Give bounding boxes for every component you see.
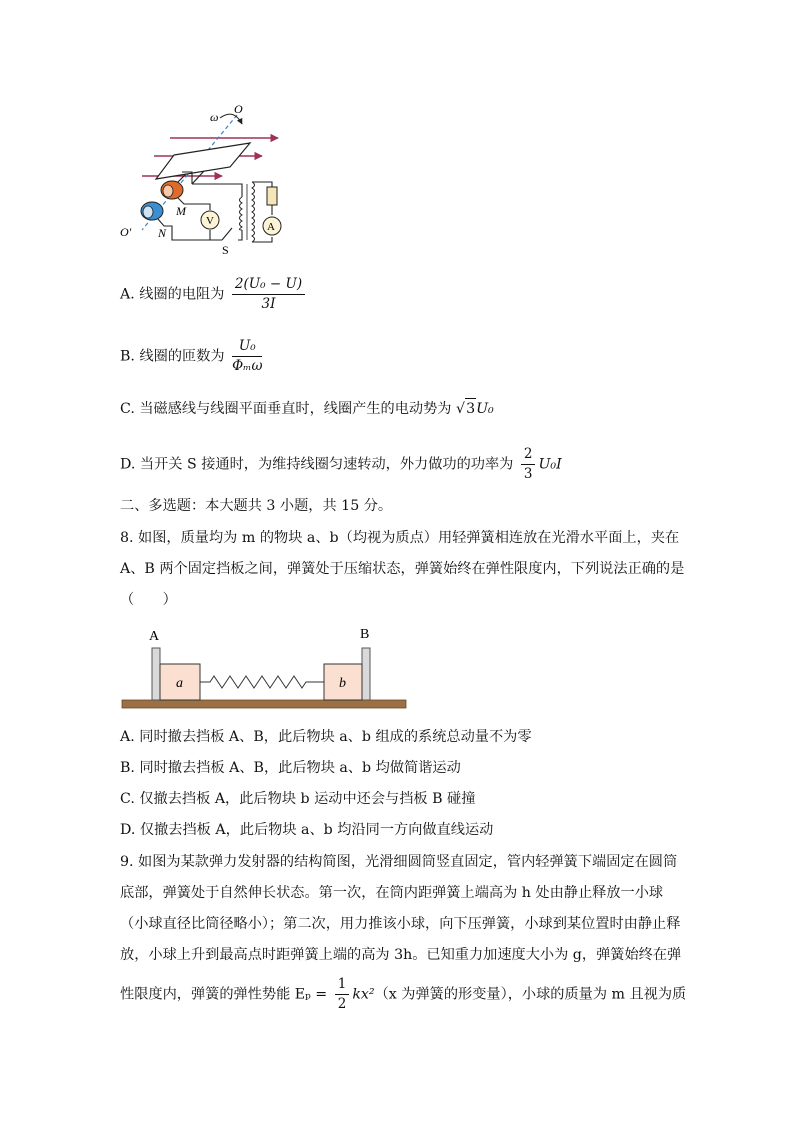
- q9-stem-line-2: 底部，弹簧处于自然伸长状态。第一次，在筒内距弹簧上端高为 h 处由静止释放一小球: [120, 885, 664, 901]
- block-a-label: a: [176, 676, 183, 691]
- ground-board: [122, 700, 406, 708]
- axis-label-o: O: [234, 102, 243, 116]
- q7-option-a: A. 线圈的电阻为 $\frac{\text{2(U₀ − U)}}{3I}$: [120, 276, 308, 313]
- q9-stem-line-4: 放，小球上升到最高点时距弹簧上端的高为 3h。已知重力加速度大小为 g，弹簧始终在弹: [120, 947, 682, 963]
- barrier-b: [362, 648, 370, 700]
- ammeter-label: A: [267, 221, 275, 233]
- transformer-primary: [240, 197, 243, 230]
- generator-circuit-figure: [112, 100, 312, 260]
- spring-blocks-figure: [118, 620, 410, 712]
- q7-option-d-fraction: $\frac{2}{3}$: [521, 446, 536, 483]
- coil-frame: [156, 143, 250, 179]
- spring: [200, 676, 324, 688]
- q8-option-c: C. 仅撤去挡板 A，此后物块 b 运动中还会与挡板 B 碰撞: [120, 791, 476, 807]
- q8-option-a: A. 同时撤去挡板 A、B，此后物块 a、b 组成的系统总动量不为零: [120, 729, 532, 745]
- barrier-a-label: A: [149, 629, 160, 644]
- barrier-b-label: B: [360, 627, 370, 642]
- q8-option-d: D. 仅撤去挡板 A，此后物块 a、b 均沿同一方向做直线运动: [120, 822, 494, 838]
- q9-stem-line-3: （小球直径比筒径略小）；第二次，用力推该小球，向下压弹簧，小球到某位置时由静止释: [120, 916, 681, 932]
- block-b-label: b: [339, 676, 346, 691]
- ring-label-n: N: [158, 226, 167, 240]
- q7-option-c-expression: √3U₀: [456, 401, 494, 417]
- q8-stem-line-3: （ ）: [120, 592, 177, 608]
- section-heading: 二、多选题：本大题共 3 小题，共 15 分。: [120, 498, 393, 514]
- q9-stem-line-5: 性限度内，弹簧的弹性势能 Eₚ = $\frac{1}{2}$ kx²（x 为弹簧的形变量），小球的质量为 m 且视为质: [120, 976, 687, 1012]
- axis-label-o-prime: O′: [120, 225, 132, 239]
- q8-stem-line-2: A、B 两个固定挡板之间，弹簧处于压缩状态，弹簧始终在弹性限度内，下列说法正确的是: [120, 561, 685, 577]
- q7-option-b: B. 线圈的匝数为 $\frac{\text{U₀}}{\text{Φₘω}}$: [120, 338, 263, 374]
- q9-energy-fraction: $\frac{1}{2}$: [335, 976, 350, 1013]
- voltmeter-label: V: [206, 215, 214, 227]
- barrier-a: [152, 648, 160, 700]
- q7-option-b-fraction: $\frac{\text{U₀}}{\text{Φₘω}}$: [232, 338, 263, 374]
- q8-option-b: B. 同时撤去挡板 A、B，此后物块 a、b 均做简谐运动: [120, 760, 461, 776]
- q7-option-a-fraction: $\frac{\text{2(U₀ − U)}}{3I}$: [232, 276, 305, 313]
- q7-option-d: D. 当开关 S 接通时，为维持线圈匀速转动，外力做功的功率为 $\frac{2}{3}$ U₀I: [120, 446, 562, 482]
- resistor: [267, 187, 277, 205]
- q7-option-c: C. 当磁感线与线圈平面垂直时，线圈产生的电动势为 √3U₀: [120, 398, 494, 419]
- ring-label-m: M: [176, 204, 186, 218]
- switch-label: S: [222, 243, 229, 257]
- q9-stem-line-1: 9. 如图为某款弹力发射器的结构简图，光滑细圆筒竖直固定，管内轻弹簧下端固定在圆筒: [120, 854, 678, 870]
- transformer-secondary: [252, 182, 255, 242]
- omega-label: ω: [210, 110, 219, 124]
- q8-stem-line-1: 8. 如图，质量均为 m 的物块 a、b（均视为质点）用轻弹簧相连放在光滑水平面上，夹在: [120, 530, 680, 546]
